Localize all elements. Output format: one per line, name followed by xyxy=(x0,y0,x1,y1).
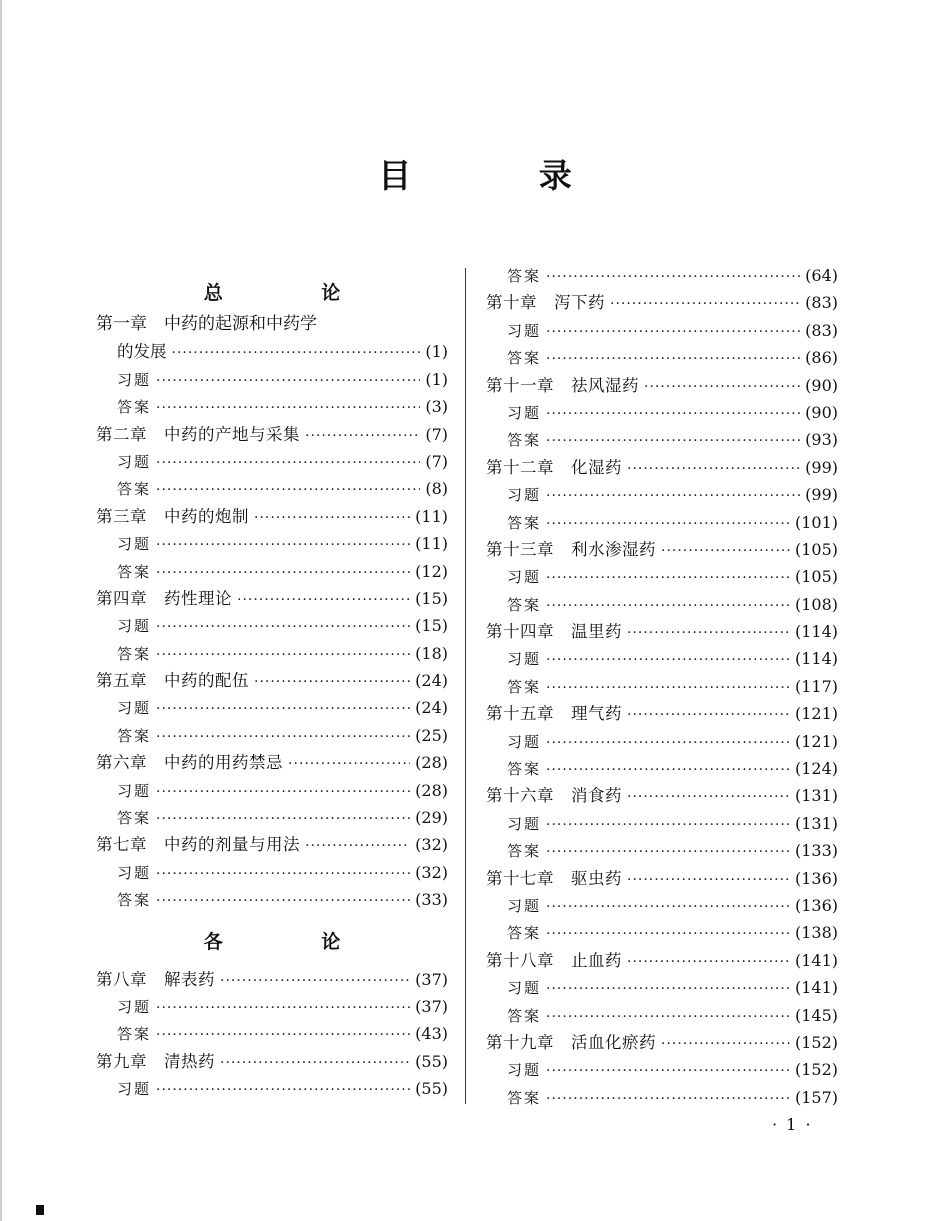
section-heading-specific: 各 论 xyxy=(203,930,387,953)
toc-list-specific xyxy=(96,966,448,1103)
toc-page-number: (99) xyxy=(805,457,838,477)
toc-page-number: (33) xyxy=(415,890,448,910)
dot-leader xyxy=(156,696,410,723)
toc-entry[interactable] xyxy=(96,338,448,365)
toc-page-number: (28) xyxy=(415,780,448,800)
toc-subentry[interactable] xyxy=(96,448,448,475)
toc-entry-label: 答案 xyxy=(507,349,542,368)
dot-leader xyxy=(546,346,800,373)
toc-entry[interactable] xyxy=(96,503,448,530)
toc-subentry[interactable] xyxy=(486,426,838,453)
toc-subentry[interactable] xyxy=(96,612,448,639)
toc-entry[interactable] xyxy=(96,749,448,776)
toc-entry-label: 答案 xyxy=(507,760,542,779)
toc-page-number: (24) xyxy=(415,671,448,691)
dot-leader xyxy=(156,614,410,641)
dot-leader xyxy=(156,450,420,477)
toc-page-number: (25) xyxy=(415,725,448,745)
toc-entry-label: 第十五章 理气药 xyxy=(486,704,622,724)
toc-subentry[interactable] xyxy=(486,892,838,919)
toc-page-number: (90) xyxy=(805,375,838,395)
toc-page-number: (152) xyxy=(794,1060,838,1080)
toc-entry-label: 第五章 中药的配伍 xyxy=(96,671,249,691)
toc-entry-label: 第九章 清热药 xyxy=(96,1051,215,1071)
toc-entry-label: 习题 xyxy=(507,896,542,915)
toc-entry-label: 第十九章 活血化瘀药 xyxy=(486,1032,656,1052)
dot-leader xyxy=(546,921,790,948)
toc-entry-label: 习题 xyxy=(507,650,542,669)
dot-leader xyxy=(627,702,790,729)
toc-entry-label: 第二章 中药的产地与采集 xyxy=(96,424,300,444)
toc-page-number: (105) xyxy=(794,539,838,559)
toc-entry[interactable] xyxy=(486,536,838,563)
toc-subentry[interactable] xyxy=(486,1002,838,1029)
toc-page-number: (152) xyxy=(794,1032,838,1052)
dot-leader xyxy=(156,779,410,806)
toc-left-column xyxy=(96,262,448,1103)
toc-entry-label: 第四章 药性理论 xyxy=(96,588,232,608)
toc-page-number: (28) xyxy=(415,753,448,773)
toc-entry[interactable] xyxy=(96,966,448,993)
toc-entry-label: 第七章 中药的剂量与用法 xyxy=(96,835,300,855)
toc-page-number: (29) xyxy=(415,808,448,828)
page-number: · 1 · xyxy=(772,1115,813,1134)
toc-entry-label: 习题 xyxy=(507,321,542,340)
toc-subentry[interactable] xyxy=(96,777,448,804)
toc-entry-label: 答案 xyxy=(507,513,542,532)
toc-entry-label: 第十四章 温里药 xyxy=(486,622,622,642)
toc-page-number: (32) xyxy=(415,862,448,882)
dot-leader xyxy=(546,1086,790,1113)
toc-entry-label: 习题 xyxy=(507,979,542,998)
toc-page-number: (101) xyxy=(794,512,838,532)
toc-subentry[interactable] xyxy=(96,393,448,420)
column-divider xyxy=(465,268,466,1104)
dot-leader xyxy=(156,724,410,751)
toc-page-number: (136) xyxy=(794,895,838,915)
toc-subentry[interactable] xyxy=(96,804,448,831)
toc-entry-label: 答案 xyxy=(507,924,542,943)
toc-page-number: (83) xyxy=(805,320,838,340)
toc-page-number: (55) xyxy=(415,1051,448,1071)
toc-page-number: (117) xyxy=(794,676,838,696)
toc-page-number: (93) xyxy=(805,430,838,450)
dot-leader xyxy=(156,806,410,833)
toc-subentry[interactable] xyxy=(486,1084,838,1111)
toc-subentry[interactable] xyxy=(486,399,838,426)
dot-leader xyxy=(546,894,790,921)
toc-entry[interactable] xyxy=(96,585,448,612)
toc-entry-label: 答案 xyxy=(117,562,152,581)
toc-page-number: (83) xyxy=(805,293,838,313)
toc-page-number: (37) xyxy=(415,969,448,989)
toc-entry-label: 答案 xyxy=(507,267,542,285)
toc-page-number: (124) xyxy=(794,759,838,779)
toc-entry-label: 习题 xyxy=(507,814,542,833)
toc-subentry[interactable] xyxy=(96,722,448,749)
toc-entry[interactable] xyxy=(486,700,838,727)
toc-page-number: (90) xyxy=(805,402,838,422)
dot-leader xyxy=(220,968,410,995)
toc-subentry[interactable] xyxy=(96,558,448,585)
toc-subentry[interactable] xyxy=(486,755,838,782)
dot-leader xyxy=(627,867,790,894)
dot-leader xyxy=(156,368,420,395)
section-heading-general: 总 论 xyxy=(203,282,387,304)
toc-subentry[interactable] xyxy=(486,344,838,371)
dot-leader xyxy=(237,587,410,614)
toc-entry-label: 习题 xyxy=(117,535,152,554)
dot-leader xyxy=(156,642,410,669)
toc-entry-label: 第六章 中药的用药禁忌 xyxy=(96,753,283,773)
toc-entry-label: 习题 xyxy=(117,863,152,882)
toc-page-number: (11) xyxy=(415,534,448,554)
toc-page-number: (131) xyxy=(794,813,838,833)
toc-page-number: (12) xyxy=(415,561,448,581)
toc-entry-label: 习题 xyxy=(507,732,542,751)
toc-page-number: (15) xyxy=(415,588,448,608)
toc-entry-label: 答案 xyxy=(507,1006,542,1025)
dot-leader xyxy=(546,839,790,866)
toc-entry-label: 第八章 解表药 xyxy=(96,969,215,989)
toc-page-number: (11) xyxy=(415,506,448,526)
toc-entry-label: 习题 xyxy=(117,452,152,471)
toc-entry-label: 答案 xyxy=(507,431,542,450)
dot-leader xyxy=(546,757,790,784)
dot-leader xyxy=(627,784,790,811)
dot-leader xyxy=(546,565,790,592)
toc-entry-label: 习题 xyxy=(507,486,542,505)
toc-page-number: (64) xyxy=(805,266,838,285)
toc-subentry[interactable] xyxy=(96,640,448,667)
toc-entry[interactable] xyxy=(96,1048,448,1075)
dot-leader xyxy=(610,291,800,318)
toc-page-number: (136) xyxy=(794,868,838,888)
dot-leader xyxy=(644,374,800,401)
dot-leader xyxy=(546,264,800,291)
dot-leader xyxy=(156,1077,410,1104)
toc-entry-label: 习题 xyxy=(117,1080,152,1099)
dot-leader xyxy=(661,1031,790,1058)
toc-entry[interactable] xyxy=(486,782,838,809)
toc-entry[interactable] xyxy=(486,372,838,399)
toc-subentry[interactable] xyxy=(96,859,448,886)
toc-page-number: (32) xyxy=(415,835,448,855)
dot-leader xyxy=(254,505,410,532)
dot-leader xyxy=(254,669,410,696)
toc-entry[interactable] xyxy=(486,947,838,974)
toc-subentry[interactable] xyxy=(486,509,838,536)
toc-subentry[interactable] xyxy=(96,1075,448,1102)
dot-leader xyxy=(546,1058,790,1085)
toc-page-number: (3) xyxy=(425,397,448,417)
toc-subentry[interactable] xyxy=(96,475,448,502)
toc-page-number: (99) xyxy=(805,485,838,505)
toc-entry[interactable] xyxy=(486,289,838,316)
toc-page-number: (114) xyxy=(794,622,838,642)
toc-page-number: (141) xyxy=(794,950,838,970)
toc-page-number: (15) xyxy=(415,616,448,636)
dot-leader xyxy=(156,1022,410,1049)
toc-subentry[interactable] xyxy=(486,1056,838,1083)
toc-page-number: (121) xyxy=(794,731,838,751)
dot-leader xyxy=(156,861,410,888)
toc-right-column xyxy=(486,262,838,1111)
toc-subentry[interactable] xyxy=(486,563,838,590)
dot-leader xyxy=(546,812,790,839)
dot-leader xyxy=(546,730,790,757)
toc-entry-label: 的发展 xyxy=(117,342,167,362)
dot-leader xyxy=(546,647,790,674)
toc-entry-label: 第十一章 祛风湿药 xyxy=(486,375,639,395)
toc-entry[interactable] xyxy=(486,865,838,892)
dot-leader xyxy=(156,532,410,559)
dot-leader xyxy=(546,593,790,620)
toc-entry-label: 习题 xyxy=(507,1061,542,1080)
toc-subentry[interactable] xyxy=(96,993,448,1020)
toc-entry-label: 答案 xyxy=(117,1025,152,1044)
toc-page-number: (8) xyxy=(425,479,448,499)
page-title: 目 录 xyxy=(378,156,630,195)
toc-page-number: (138) xyxy=(794,923,838,943)
toc-entry[interactable] xyxy=(96,421,448,448)
dot-leader xyxy=(546,511,790,538)
toc-entry-label: 第十七章 驱虫药 xyxy=(486,868,622,888)
toc-subentry[interactable] xyxy=(486,974,838,1001)
dot-leader xyxy=(156,477,420,504)
toc-entry[interactable] xyxy=(486,618,838,645)
toc-entry-label: 第一章 中药的起源和中药学 xyxy=(96,314,317,334)
toc-page-number: (37) xyxy=(415,996,448,1016)
dot-leader xyxy=(156,888,410,915)
toc-page-number: (24) xyxy=(415,698,448,718)
toc-entry[interactable] xyxy=(96,667,448,694)
dot-leader xyxy=(546,319,800,346)
toc-entry-label: 习题 xyxy=(117,781,152,800)
toc-entry-label: 第三章 中药的炮制 xyxy=(96,506,249,526)
toc-page-number: (133) xyxy=(794,841,838,861)
toc-entry-label: 第十二章 化湿药 xyxy=(486,457,622,477)
toc-subentry[interactable] xyxy=(486,645,838,672)
toc-page-number: (7) xyxy=(425,451,448,471)
dot-leader xyxy=(220,1050,410,1077)
toc-entry-label: 答案 xyxy=(117,398,152,417)
toc-entry-label: 习题 xyxy=(117,370,152,389)
toc-page-number: (114) xyxy=(794,649,838,669)
toc-subentry[interactable] xyxy=(486,317,838,344)
toc-page-number: (7) xyxy=(425,424,448,444)
toc-page-number: (131) xyxy=(794,786,838,806)
dot-leader xyxy=(546,428,800,455)
toc-entry-label: 答案 xyxy=(117,809,152,828)
toc-entry-label: 答案 xyxy=(117,480,152,499)
toc-subentry[interactable] xyxy=(486,919,838,946)
dot-leader xyxy=(661,538,790,565)
dot-leader xyxy=(627,456,800,483)
toc-entry[interactable] xyxy=(96,311,448,338)
toc-page-number: (121) xyxy=(794,704,838,724)
dot-leader xyxy=(156,395,420,422)
toc-subentry[interactable] xyxy=(96,886,448,913)
toc-entry-label: 答案 xyxy=(507,677,542,696)
toc-subentry[interactable] xyxy=(486,837,838,864)
toc-entry-label: 习题 xyxy=(117,699,152,718)
toc-subentry[interactable] xyxy=(96,366,448,393)
dot-leader xyxy=(156,995,410,1022)
dot-leader xyxy=(305,423,420,450)
toc-page-number: (141) xyxy=(794,978,838,998)
toc-entry-label: 第十六章 消食药 xyxy=(486,786,622,806)
toc-entry-label: 第十章 泻下药 xyxy=(486,293,605,313)
toc-page-number: (55) xyxy=(415,1079,448,1099)
toc-page-number: (18) xyxy=(415,643,448,663)
dot-leader xyxy=(627,949,790,976)
toc-page-number: (157) xyxy=(794,1087,838,1107)
toc-entry-label: 答案 xyxy=(117,891,152,910)
toc-subentry[interactable] xyxy=(486,591,838,618)
dot-leader xyxy=(288,751,410,778)
toc-entry-label: 习题 xyxy=(117,997,152,1016)
toc-page-number: (108) xyxy=(794,594,838,614)
toc-entry[interactable] xyxy=(486,1029,838,1056)
toc-entry-label: 答案 xyxy=(117,726,152,745)
toc-page-number: (105) xyxy=(794,567,838,587)
toc-page-number: (1) xyxy=(425,369,448,389)
toc-subentry[interactable] xyxy=(96,1020,448,1047)
dot-leader xyxy=(172,340,421,367)
toc-entry-label: 答案 xyxy=(507,842,542,861)
dot-leader xyxy=(546,675,790,702)
toc-entry-label: 答案 xyxy=(507,1088,542,1107)
dot-leader xyxy=(305,833,410,860)
toc-entry-label: 第十三章 利水渗湿药 xyxy=(486,539,656,559)
toc-entry-label: 答案 xyxy=(117,644,152,663)
toc-subentry[interactable] xyxy=(486,262,838,289)
toc-subentry[interactable] xyxy=(96,694,448,721)
toc-page-number: (1) xyxy=(425,342,448,362)
toc-page-number: (43) xyxy=(415,1024,448,1044)
toc-subentry[interactable] xyxy=(486,728,838,755)
toc-page-number: (145) xyxy=(794,1005,838,1025)
toc-subentry[interactable] xyxy=(96,530,448,557)
dot-leader xyxy=(627,620,790,647)
dot-leader xyxy=(546,1004,790,1031)
toc-subentry[interactable] xyxy=(486,673,838,700)
toc-entry-label: 答案 xyxy=(507,595,542,614)
toc-list-right xyxy=(486,262,838,1111)
dot-leader xyxy=(546,401,800,428)
scan-corner-mark xyxy=(36,1205,44,1215)
dot-leader xyxy=(546,483,800,510)
toc-entry[interactable] xyxy=(96,831,448,858)
toc-entry[interactable] xyxy=(486,454,838,481)
toc-subentry[interactable] xyxy=(486,810,838,837)
toc-subentry[interactable] xyxy=(486,481,838,508)
dot-leader xyxy=(156,560,410,587)
dot-leader xyxy=(546,976,790,1003)
toc-entry-label: 习题 xyxy=(507,403,542,422)
toc-entry-label: 第十八章 止血药 xyxy=(486,950,622,970)
toc-list-general xyxy=(96,311,448,914)
toc-entry-label: 习题 xyxy=(507,568,542,587)
toc-entry-label: 习题 xyxy=(117,617,152,636)
toc-page-number: (86) xyxy=(805,348,838,368)
